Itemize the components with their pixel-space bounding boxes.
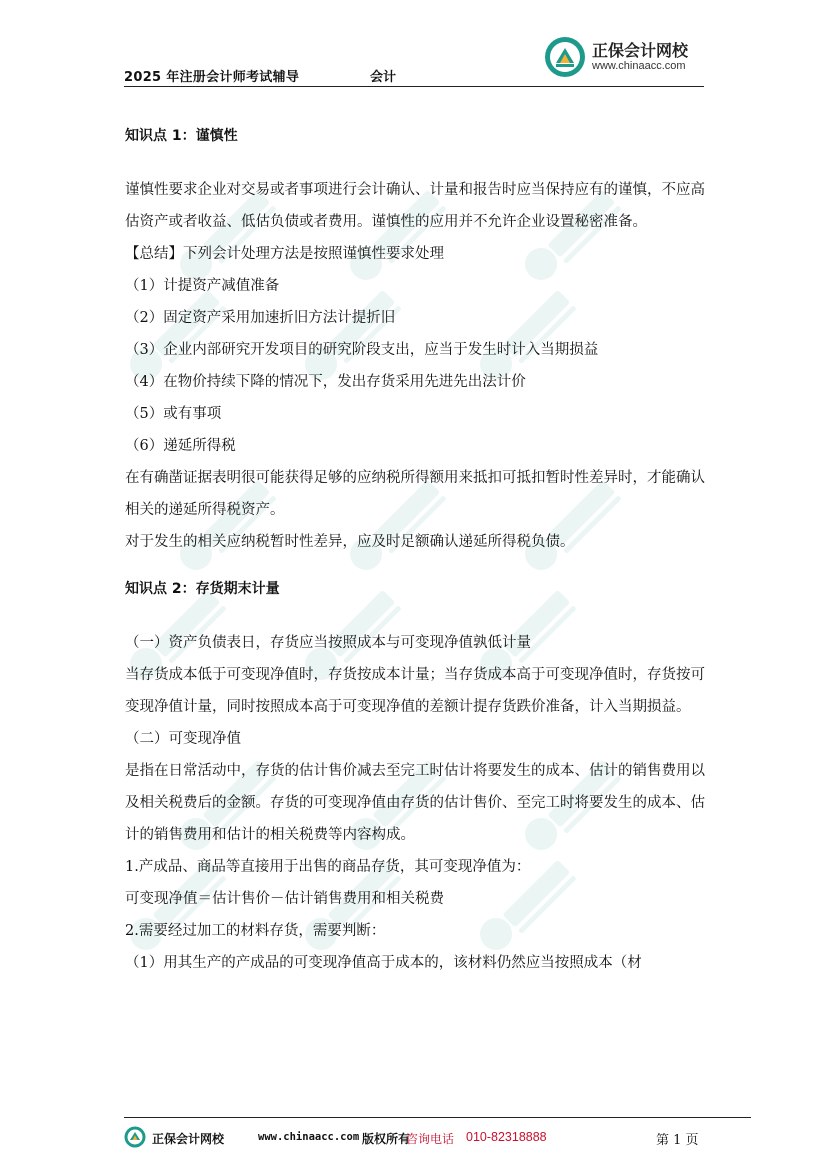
header-subject: 会计 [370,70,397,85]
list-item: （3）企业内部研究开发项目的研究阶段支出，应当于发生时计入当期损益 [125,342,599,358]
list-item: （1）计提资产减值准备 [125,278,280,294]
footer-rights: 版权所有 [362,1132,411,1146]
subsection-heading: （一）资产负债表日，存货应当按照成本与可变现净值孰低计量 [125,635,531,651]
list-item: （4）在物价持续下降的情况下，发出存货采用先进先出法计价 [125,374,526,390]
brand-logo-name: 正保会计网校 [592,41,689,60]
paragraph: （1）用其生产的产成品的可变现净值高于成本的，该材料仍然应当按照成本（材 [125,955,642,971]
page-footer [124,1124,704,1152]
header-title: 2025 年注册会计师考试辅导 [124,70,300,85]
paragraph: 2.需要经过加工的材料存货，需要判断： [125,923,386,939]
brand-logo [544,34,724,80]
footer-brand: 正保会计网校 [152,1132,225,1146]
list-item: （5）或有事项 [125,406,222,422]
list-item: （2）固定资产采用加速折旧方法计提折旧 [125,310,396,326]
brand-logo-url: www.chinaacc.com [592,60,686,72]
footer-divider [124,1117,751,1118]
subsection-heading: （二）可变现净值 [125,731,241,747]
footer-phone-label: 咨询电话 [406,1132,455,1146]
paragraph: 谨慎性要求企业对交易或者事项进行会计确认、计量和报告时应当保持应有的谨慎，不应高估资产或者收益、低估负债或者费用。谨慎性的应用并不允许企业设置秘密准备。 [125,182,705,230]
formula: 可变现净值＝估计售价－估计销售费用和相关税费 [125,891,444,907]
paragraph: 1.产成品、商品等直接用于出售的商品存货，其可变现净值为： [125,859,531,875]
paragraph: 当存货成本低于可变现净值时，存货按成本计量；当存货成本高于可变现净值时，存货按可变现净值计量，同时按照成本高于可变现净值的差额计提存货跌价准备，计入当期损益。 [125,667,705,715]
paragraph: 是指在日常活动中，存货的估计售价减去至完工时估计将要发生的成本、估计的销售费用以及相关税费后的金额。存货的可变现净值由存货的估计售价、至完工时将要发生的成本、估计的销售费用和估计的相关税费等内容构成。 [125,763,705,843]
brand-logo-icon [544,36,586,78]
section-heading: 知识点 2：存货期末计量 [125,581,280,597]
list-item: （6）递延所得税 [125,438,236,454]
paragraph: 对于发生的相关应纳税暂时性差异，应及时足额确认递延所得税负债。 [125,534,575,550]
summary-line: 【总结】下列会计处理方法是按照谨慎性要求处理 [125,246,444,262]
paragraph: 在有确凿证据表明很可能获得足够的应纳税所得额用来抵扣可抵扣暂时性差异时，才能确认相关的递延所得税资产。 [125,470,705,518]
section-heading: 知识点 1：谨慎性 [125,128,238,144]
footer-logo-icon [124,1126,146,1148]
footer-phone: 010-82318888 [466,1130,547,1144]
footer-url: www.chinaacc.com [258,1131,360,1143]
document-body [125,120,705,979]
header-divider [124,86,704,87]
page-number: 第 1 页 [656,1133,699,1148]
page-header [124,30,704,88]
